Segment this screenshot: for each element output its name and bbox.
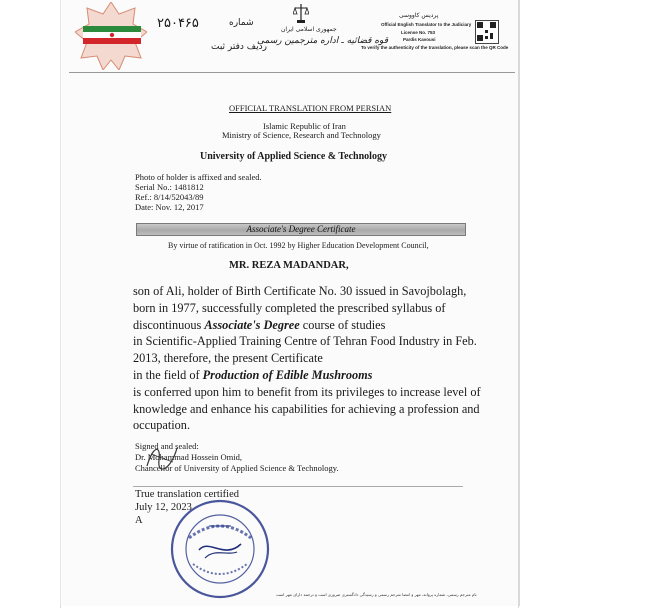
ministry-name: Ministry of Science, Research and Technology — [222, 130, 381, 140]
republic-name: Islamic Republic of Iran — [263, 121, 346, 131]
verify-note: To verify the authenticity of the translation, please scan the QR Code — [361, 45, 509, 50]
qr-code-icon[interactable] — [475, 20, 499, 44]
certification-date: July 12, 2023 — [135, 502, 192, 513]
reference-number: Ref.: 8/14/52043/89 — [135, 192, 204, 202]
field-of-study: Production of Edible Mushrooms — [202, 367, 373, 382]
page-right-edge — [518, 0, 519, 608]
signer-title: Chancellor of University of Applied Science & Technology. — [135, 463, 339, 473]
registry-number-label: شماره — [229, 18, 254, 28]
certification-a: A — [135, 515, 143, 526]
degree-type: Associate's Degree — [204, 317, 300, 332]
body-line: knowledge and enhance his capabilities for achieving a profession and — [133, 401, 480, 416]
holder-name: MR. REZA MADANDAR, — [229, 260, 349, 271]
signer-name: Dr. Mohammad Hossein Omid, — [135, 452, 242, 462]
translator-title: Official English Translator to the Judiciary — [381, 22, 472, 27]
body-line: occupation. — [133, 418, 191, 433]
footer-persian-note: نام مترجم رسمی، شماره پروانه، مهر و امضا مترجم رسمی و رسیدگی دادگستری ضروری است و ترجمه دارای مهر است — [276, 592, 477, 597]
scales-of-justice-icon — [293, 2, 309, 24]
registry-number: ۲۵۰۴۶۵ — [157, 16, 199, 31]
handwritten-signature-icon — [143, 436, 183, 476]
photo-note: Photo of holder is affixed and sealed. — [135, 172, 262, 182]
body-line: is conferred upon him to benefit from its privileges to increase level of — [133, 384, 481, 399]
certificate-title-bar — [136, 223, 466, 236]
signed-sealed: Signed and sealed: — [135, 441, 199, 451]
license-number: License No. 753 — [401, 30, 436, 35]
body-line: 2013, therefore, the present Certificate — [133, 351, 323, 366]
republic-persian: جمهوری اسلامی ایران — [281, 26, 337, 33]
judiciary-persian: قوه قضائیه ـ اداره مترجمین رسمی — [257, 36, 389, 46]
serial-number: Serial No.: 1481812 — [135, 182, 204, 192]
iran-flag-emblem-icon — [75, 2, 147, 70]
registry-office-label: ردیف دفتر ثبت — [211, 42, 267, 52]
document-date: Date: Nov. 12, 2017 — [135, 202, 204, 212]
certification-divider — [133, 486, 463, 487]
translator-seal-stamp-icon — [169, 498, 271, 600]
header-divider — [69, 72, 515, 73]
university-name: University of Applied Science & Technology — [200, 151, 387, 162]
body-line: in Scientific-Applied Training Centre of Tehran Food Industry in Feb. — [133, 334, 477, 349]
ratification-line: By virtue of ratification in Oct. 1992 by Higher Education Development Council, — [168, 241, 429, 250]
certificate-body — [133, 283, 481, 434]
translator-name: Pardis Kavousi — [403, 37, 436, 42]
translator-name-persian: پردیس کاووسی — [399, 12, 439, 19]
body-line: in the field of Production of Edible Mushrooms — [133, 367, 373, 382]
true-translation-certified: True translation certified — [135, 489, 240, 500]
body-line: born in 1977, successfully completed the prescribed syllabus of — [133, 300, 446, 315]
official-translation-heading: OFFICIAL TRANSLATION FROM PERSIAN — [229, 103, 392, 113]
certificate-title: Associate's Degree Certificate — [246, 224, 356, 234]
document-page — [60, 0, 520, 606]
body-line: son of Ali, holder of Birth Certificate No. 30 issued in Savojbolagh, — [133, 284, 467, 298]
body-line: discontinuous Associate's Degree course of studies — [133, 317, 386, 332]
